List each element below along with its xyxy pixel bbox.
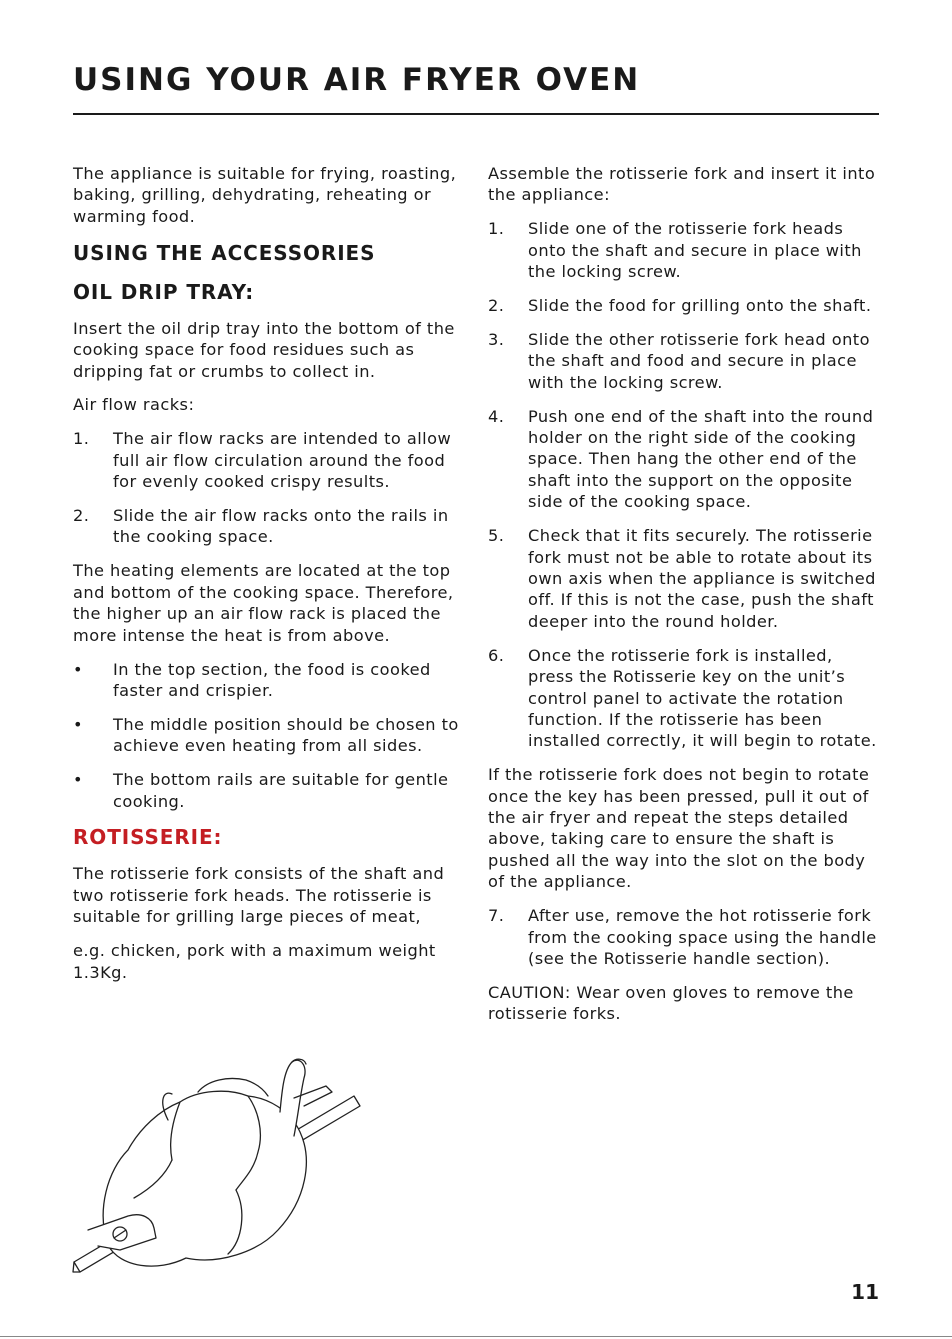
list-marker: 2. (488, 296, 505, 316)
rotisserie-steps-list (488, 218, 880, 751)
air-flow-list (73, 428, 469, 548)
list-item-text: The middle position should be chosen to achieve even heating from all sides. (113, 714, 459, 756)
assemble-paragraph: Assemble the rotisserie fork and insert it into the appliance: (488, 164, 876, 205)
list-item (73, 505, 469, 548)
list-item (488, 329, 880, 393)
troubleshoot-paragraph: If the rotisserie fork does not begin to rotate once the key has been pressed, pull it out of the air fryer and repeat the steps detailed above, taking care to ensure the shaft is pushed all the way into the slot on the body of the appliance. (488, 765, 870, 892)
heading-rotisserie: ROTISSERIE: (73, 825, 223, 850)
list-item-text: After use, remove the hot rotisserie fork from the cooking space using the handle (see the Rotisserie handle section). (528, 906, 877, 968)
list-item (488, 218, 880, 282)
bullet-marker: • (73, 714, 83, 734)
list-item (73, 769, 469, 812)
left-column (73, 163, 469, 995)
page-title: USING YOUR AIR FRYER OVEN (73, 62, 641, 98)
title-divider (73, 113, 879, 115)
list-marker: 4. (488, 406, 505, 426)
list-item-text: Once the rotisserie fork is installed, press the Rotisserie key on the unit’s control panel to activate the rotation function. If the rotisserie has been installed correctly, it will begin to rotate. (528, 645, 877, 751)
list-item (488, 295, 880, 316)
list-marker: 1. (488, 219, 505, 239)
bullet-marker: • (73, 659, 83, 679)
list-item-text: In the top section, the food is cooked faster and crispier. (113, 659, 431, 700)
list-item-text: Slide the air flow racks onto the rails in the cooking space. (113, 506, 449, 547)
bullet-marker: • (73, 770, 83, 790)
list-item-text: The air flow racks are intended to allow full air flow circulation around the food for evenly cooked crispy results. (113, 429, 452, 492)
list-marker: 2. (73, 506, 90, 526)
list-item (73, 659, 469, 702)
list-item-text: The bottom rails are suitable for gentle cooking. (113, 770, 449, 811)
list-item-text: Slide the food for grilling onto the shaft. (528, 296, 872, 316)
list-item-text: Push one end of the shaft into the round holder on the right side of the cooking space. Then hang the other end of the shaft into the support on the opposite side of the cooking space. (528, 406, 874, 512)
rotisserie-paragraph: The rotisserie fork consists of the shaft and two rotisserie fork heads. The rotisserie is suitable for grilling large pieces of meat, (73, 864, 445, 927)
rack-position-list (73, 659, 469, 812)
example-paragraph: e.g. chicken, pork with a maximum weight 1.3Kg. (73, 941, 436, 982)
list-marker: 6. (488, 645, 505, 665)
list-item (488, 525, 880, 632)
list-marker: 5. (488, 526, 505, 546)
list-item-text: Slide one of the rotisserie fork heads onto the shaft and secure in place with the locking screw. (528, 219, 862, 282)
page-bottom-edge (0, 1336, 952, 1337)
caution-paragraph: CAUTION: Wear oven gloves to remove the rotisserie forks. (488, 982, 854, 1024)
list-item (73, 428, 469, 492)
list-marker: 3. (488, 329, 505, 349)
rotisserie-chicken-icon (68, 1040, 368, 1280)
drip-tray-paragraph: Insert the oil drip tray into the bottom of the cooking space for food residues such as dripping fat or crumbs to collect in. (73, 318, 455, 381)
list-marker: 7. (488, 906, 505, 926)
intro-paragraph: The appliance is suitable for frying, roasting, baking, grilling, dehydrating, reheating or warming food. (73, 164, 457, 226)
air-flow-label: Air flow racks: (73, 395, 195, 415)
list-item (488, 406, 880, 513)
list-item (73, 714, 469, 757)
right-column (488, 163, 880, 1037)
list-marker: 1. (73, 429, 90, 449)
heading-oil-drip-tray: OIL DRIP TRAY: (73, 279, 255, 304)
list-item-text: Check that it fits securely. The rotisserie fork must not be able to rotate about its own axis when the appliance is switched off. If this is not the case, push the shaft deeper into the round holder. (528, 526, 876, 631)
list-item-text: Slide the other rotisserie fork head onto the shaft and food and secure in place with the locking screw. (528, 329, 870, 392)
page-number: 11 (851, 1280, 879, 1304)
list-item (488, 645, 880, 752)
list-item (488, 905, 880, 969)
heating-paragraph: The heating elements are located at the top and bottom of the cooking space. Therefore, the higher up an air flow rack is placed the more intense the heat is from above. (73, 561, 454, 645)
heading-using-accessories: USING THE ACCESSORIES (73, 240, 376, 265)
step-seven-list (488, 905, 880, 969)
